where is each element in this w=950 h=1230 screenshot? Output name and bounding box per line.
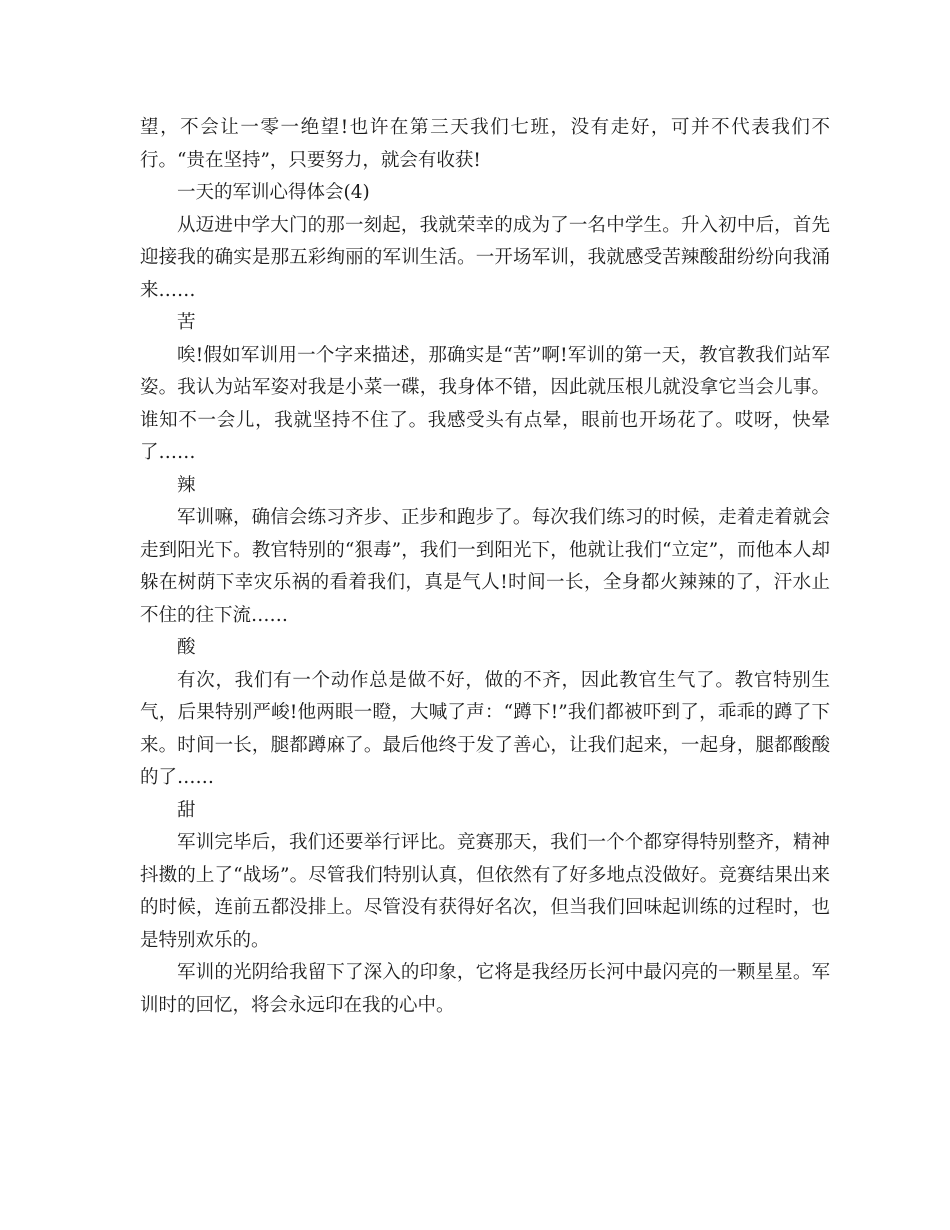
paragraph: 从迈进中学大门的那一刻起，我就荣幸的成为了一名中学生。升入初中后，首先迎接我的确实是那五彩绚丽的军训生活。一开场军训，我就感受苦辣酸甜纷纷向我涌来…… xyxy=(140,214,830,301)
paragraph: 有次，我们有一个动作总是做不好，做的不齐，因此教官生气了。教官特别生气，后果特别严峻!他两眼一瞪，大喊了声：“蹲下!”我们都被吓到了，乖乖的蹲了下来。时间一长，腿都蹲麻了。最后他终于发了善心，让我们起来，一起身，腿都酸酸的了…… xyxy=(140,669,830,788)
paragraph-conclusion: 军训的光阴给我留下了深入的印象，它将是我经历长河中最闪亮的一颗星星。军训时的回忆，将会永远印在我的心中。 xyxy=(140,962,830,1016)
paragraph: 唉!假如军训用一个字来描述，那确实是“苦”啊!军训的第一天，教官教我们站军姿。我认为站军姿对我是小菜一碟，我身体不错，因此就压根儿就没拿它当会儿事。谁知不一会儿，我就坚持不住了。我感受头有点晕，眼前也开场花了。哎呀，快晕了…… xyxy=(140,344,830,463)
section-title: 一天的军训心得体会(4) xyxy=(177,182,370,203)
paragraph: 军训完毕后，我们还要举行评比。竞赛那天，我们一个个都穿得特别整齐，精神抖擞的上了“战场”。尽管我们特别认真，但依然有了好多地点没做好。竞赛结果出来的时候，连前五都没排上。尽管没有获得好名次，但当我们回味起训练的过程时，也是特别欢乐的。 xyxy=(140,832,830,951)
document-body xyxy=(140,112,830,1022)
paragraph: 军训嘛，确信会练习齐步、正步和跑步了。每次我们练习的时候，走着走着就会走到阳光下。教官特别的“狠毒”，我们一到阳光下，他就让我们“立定”，而他本人却躲在树荫下幸灾乐祸的看着我们，真是气人!时间一长，全身都火辣辣的了，汗水止不住的往下流…… xyxy=(140,507,830,626)
subheading-bitter: 苦 xyxy=(177,312,196,333)
subheading-sweet: 甜 xyxy=(177,799,196,821)
subheading-spicy: 辣 xyxy=(177,474,196,496)
paragraph-continuation: 望，不会让一零一绝望!也许在第三天我们七班，没有走好，可并不代表我们不行。“贵在坚持”，只要努力，就会有收获! xyxy=(140,117,830,171)
subheading-sour: 酸 xyxy=(177,637,196,658)
